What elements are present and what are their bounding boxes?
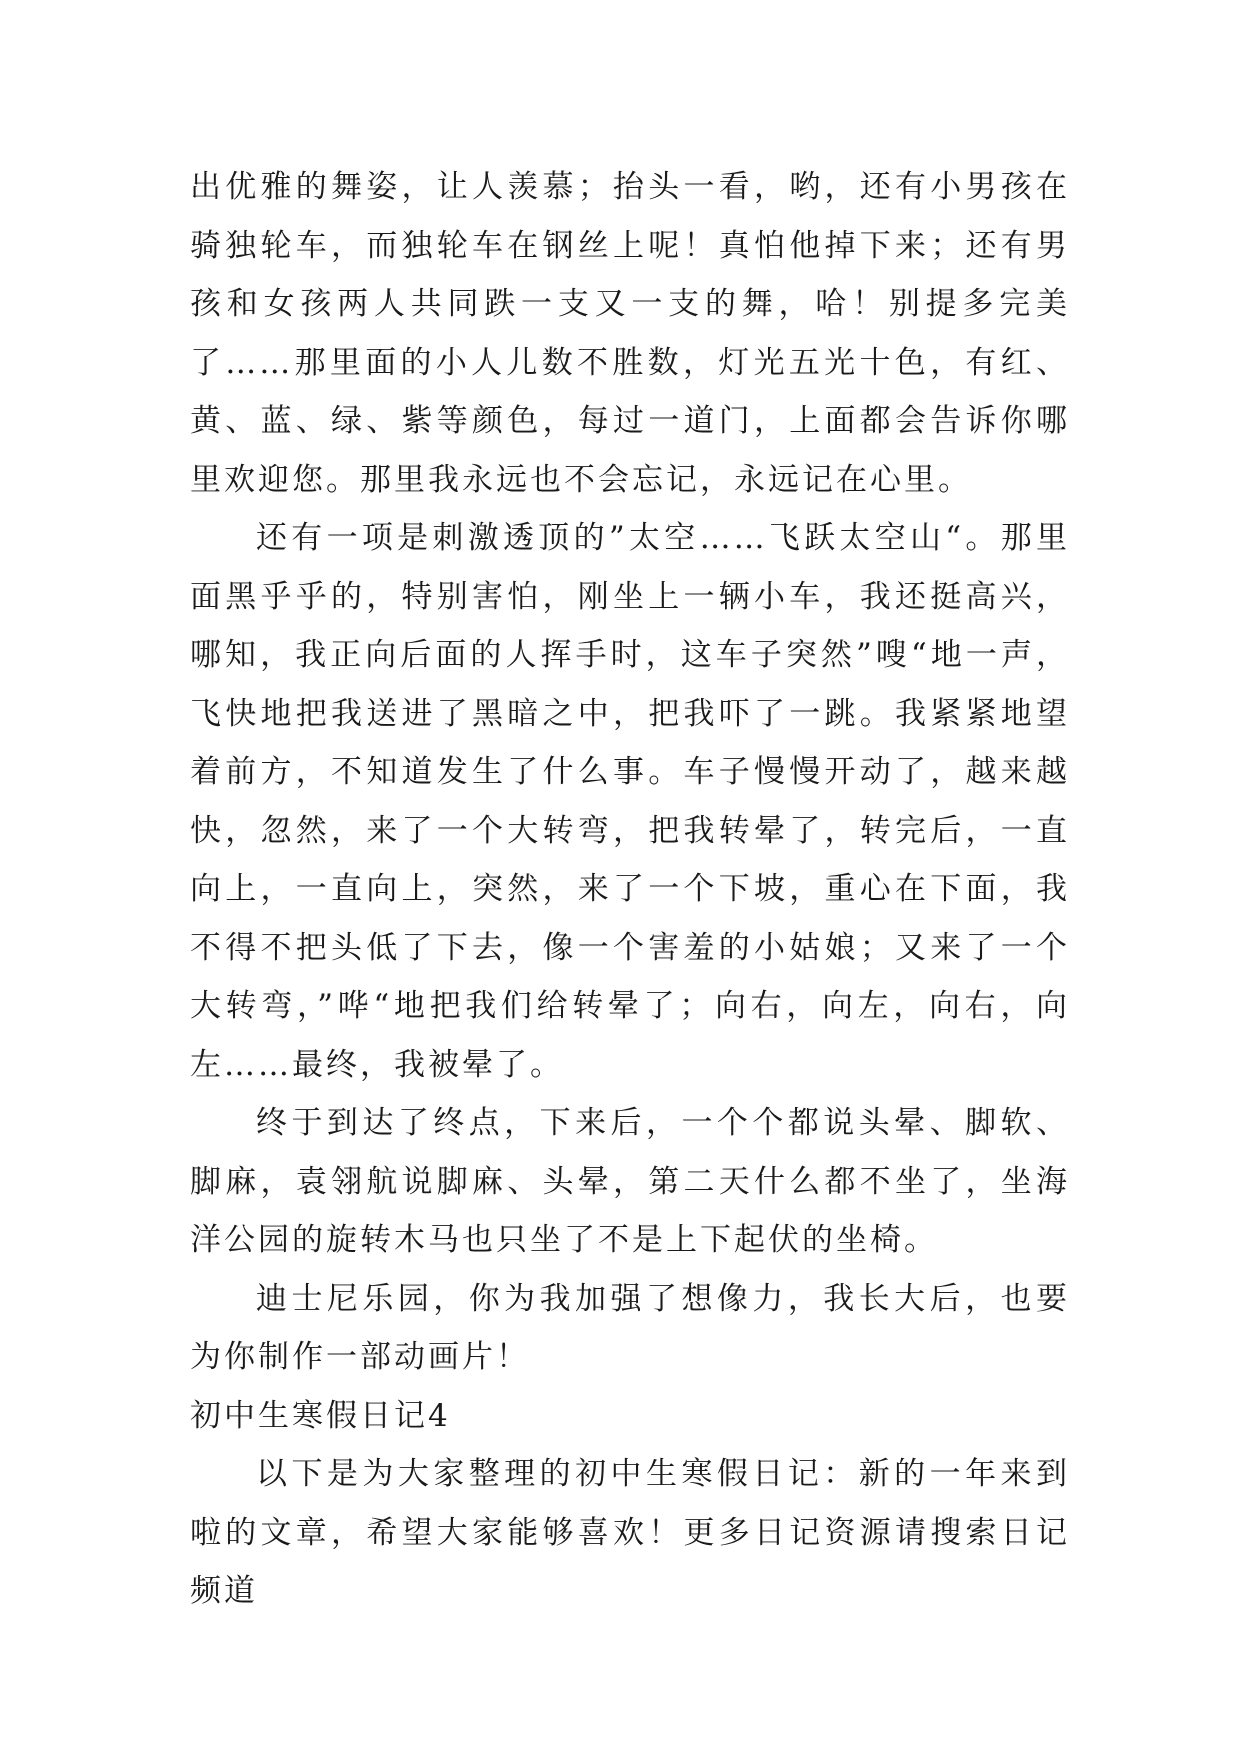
paragraph-intro: 以下是为大家整理的初中生寒假日记：新的一年来到啦的文章，希望大家能够喜欢！更多日记资源请搜索日记频道 [190,1456,1070,1609]
paragraph-continuation: 出优雅的舞姿，让人羡慕；抬头一看，哟，还有小男孩在骑独轮车，而独轮车在钢丝上呢！真怕他掉下来；还有男孩和女孩两人共同跌一支又一支的舞，哈！别提多完美了……那里面的小人儿数不胜数，灯光五光十色，有红、黄、蓝、绿、紫等颜色，每过一道门，上面都会告诉你哪里欢迎您。那里我永远也不会忘记，永远记在心里。 [190,169,1070,498]
document-body [190,158,1070,1621]
section-heading: 初中生寒假日记4 [190,1397,451,1434]
paragraph-space-mountain: 还有一项是刺激透顶的”太空……飞跃太空山“。那里面黑乎乎的，特别害怕，刚坐上一辆小车，我还挺高兴，哪知，我正向后面的人挥手时，这车子突然”嗖“地一声，飞快地把我送进了黑暗之中，把我吓了一跳。我紧紧地望着前方，不知道发生了什么事。车子慢慢开动了，越来越快，忽然，来了一个大转弯，把我转晕了，转完后，一直向上，一直向上，突然，来了一个下坡，重心在下面，我不得不把头低了下去，像一个害羞的小姑娘；又来了一个大转弯，”哗“地把我们给转晕了；向右，向左，向右，向左……最终，我被晕了。 [190,520,1070,1083]
paragraph-conclusion: 迪士尼乐园，你为我加强了想像力，我长大后，也要为你制作一部动画片！ [190,1280,1070,1375]
paragraph-arrival: 终于到达了终点，下来后，一个个都说头晕、脚软、脚麻，袁翎航说脚麻、头晕，第二天什么都不坐了，坐海洋公园的旋转木马也只坐了不是上下起伏的坐椅。 [190,1105,1070,1258]
